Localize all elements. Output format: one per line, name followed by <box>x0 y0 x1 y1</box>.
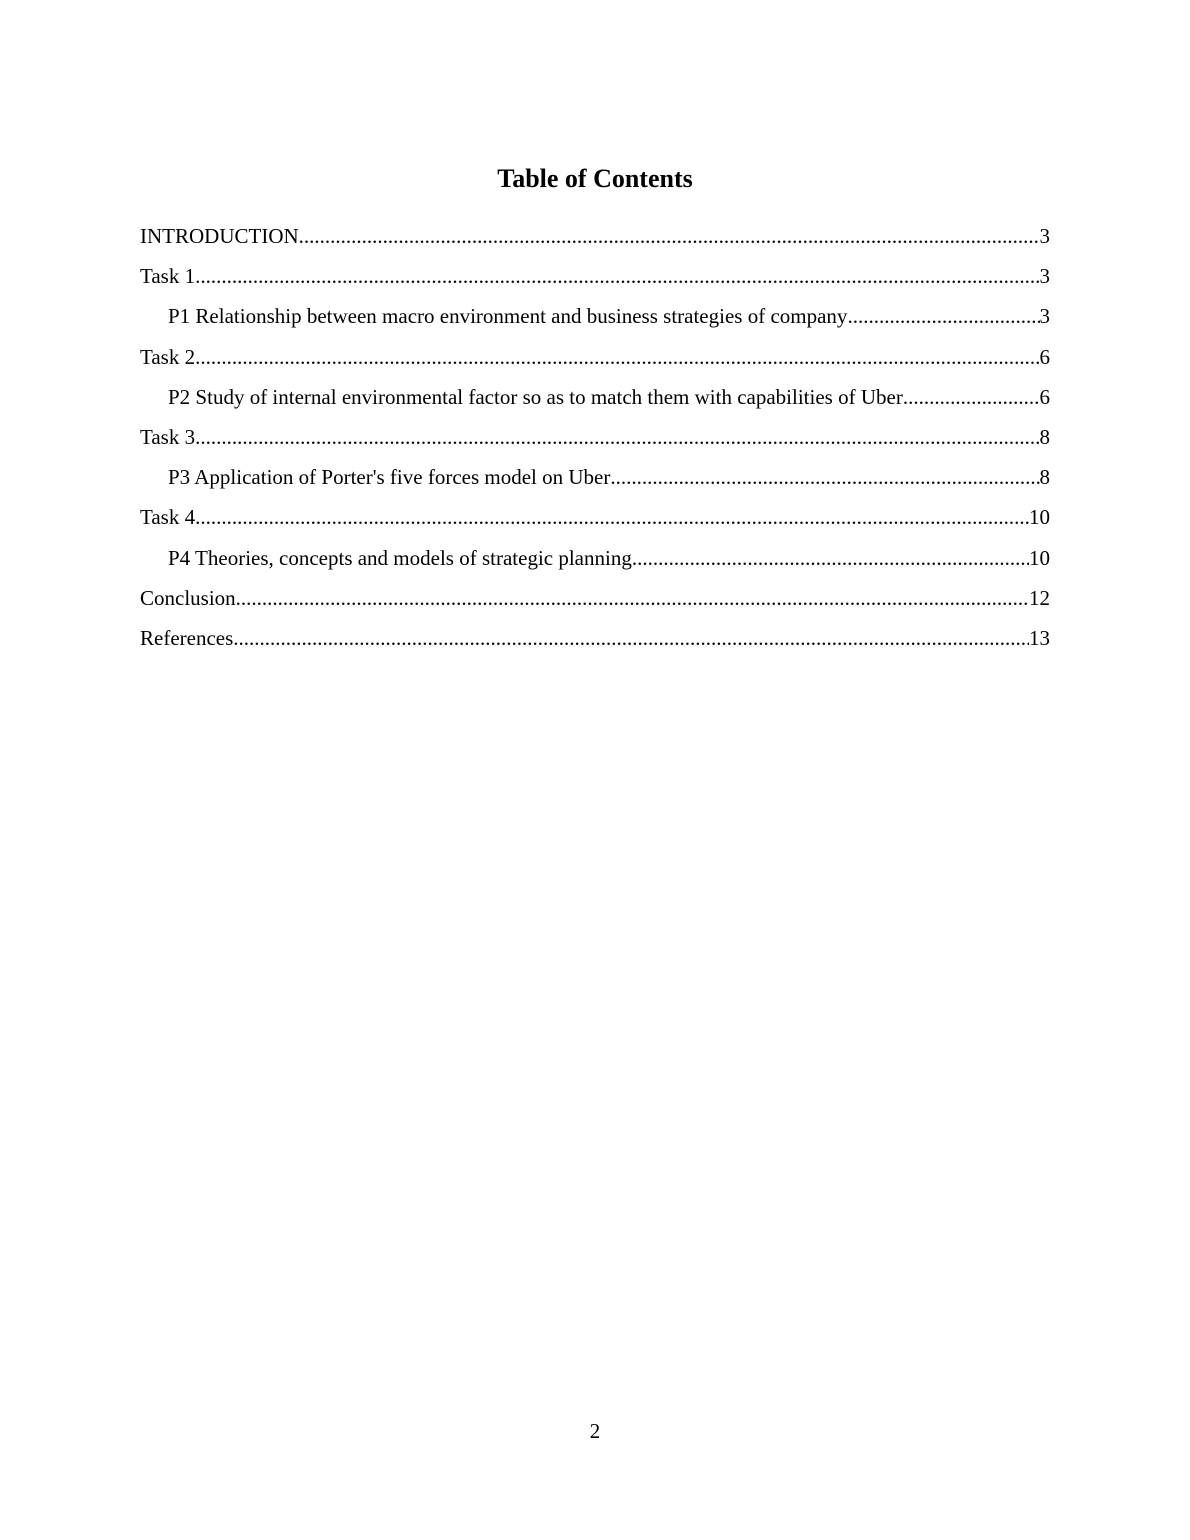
toc-entry-page: 3 <box>1039 264 1050 289</box>
toc-title: Table of Contents <box>497 164 693 193</box>
toc-entry-p3[interactable] <box>140 459 1050 499</box>
toc-entry-label: P2 Study of internal environmental factor so as to match them with capabilities of Uber <box>168 384 903 409</box>
toc-entry-page: 3 <box>1039 224 1050 248</box>
toc-dot-leader <box>195 258 1039 294</box>
toc-entry-label: Task 1 <box>140 264 196 289</box>
toc-entry-label: Task 3 <box>140 424 196 449</box>
toc-entry-task-3[interactable] <box>140 419 1050 459</box>
toc-entry-page: 8 <box>1039 424 1050 449</box>
toc-dot-leader <box>610 459 1039 495</box>
toc-dot-leader <box>195 419 1039 455</box>
toc-entry-references[interactable] <box>140 620 1050 660</box>
toc-dot-leader <box>195 339 1039 375</box>
page-number: 2 <box>589 1419 601 1443</box>
toc-dot-leader <box>903 379 1040 415</box>
toc-entry-p1[interactable] <box>140 298 1050 338</box>
toc-dot-leader <box>299 218 1040 254</box>
toc-entry-task-2[interactable] <box>140 339 1050 379</box>
toc-list <box>140 218 1050 660</box>
toc-entry-label: P3 Application of Porter's five forces model on Uber <box>168 465 611 490</box>
toc-entry-introduction[interactable] <box>140 218 1050 258</box>
toc-dot-leader <box>632 540 1029 576</box>
toc-entry-label: P1 Relationship between macro environment and business strategies of company <box>168 304 848 329</box>
toc-entry-page: 6 <box>1039 384 1050 409</box>
toc-entry-p2[interactable] <box>140 379 1050 419</box>
toc-entry-p4[interactable] <box>140 540 1050 580</box>
toc-entry-page: 12 <box>1029 585 1050 610</box>
toc-entry-page: 10 <box>1029 505 1050 530</box>
toc-entry-page: 13 <box>1029 625 1050 650</box>
toc-entry-label: References <box>140 625 234 650</box>
toc-entry-page: 6 <box>1039 344 1050 369</box>
toc-dot-leader <box>236 580 1029 616</box>
toc-entry-label: Conclusion <box>140 585 236 610</box>
toc-entry-conclusion[interactable] <box>140 580 1050 620</box>
toc-entry-page: 3 <box>1039 304 1050 329</box>
toc-entry-label: P4 Theories, concepts and models of strategic planning <box>168 545 632 570</box>
toc-dot-leader <box>233 620 1029 656</box>
toc-entry-page: 10 <box>1029 545 1050 570</box>
toc-entry-label: Task 2 <box>140 344 196 369</box>
toc-entry-label: INTRODUCTION <box>140 224 299 248</box>
toc-dot-leader <box>847 298 1039 334</box>
toc-entry-label: Task 4 <box>140 505 196 530</box>
toc-entry-page: 8 <box>1039 465 1050 490</box>
toc-entry-task-4[interactable] <box>140 499 1050 539</box>
toc-entry-task-1[interactable] <box>140 258 1050 298</box>
toc-dot-leader <box>195 499 1029 535</box>
